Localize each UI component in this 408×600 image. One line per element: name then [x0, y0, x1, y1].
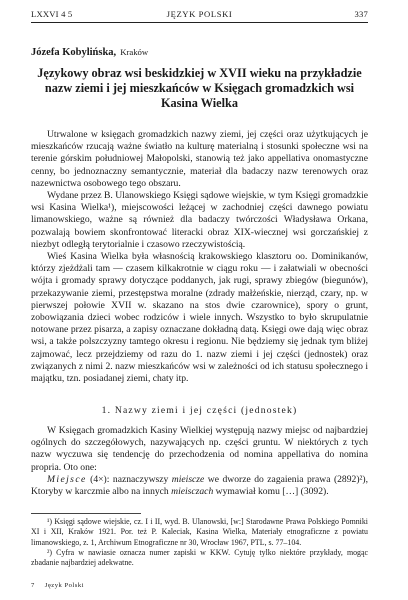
- intro-body: [31, 129, 368, 385]
- header-rule: [31, 22, 368, 23]
- footnote-2: ²) Cyfra w nawiasie oznacza numer zapiski w KKW. Cytuję tylko niektóre przykłady, mogąc zbadanie najbardziej adekwatne.: [31, 547, 368, 568]
- paragraph-3: Wieś Kasina Wielka była własnością krakowskiego klasztoru oo. Dominikanów, którzy zjeżdżali tam — czasem kilkakrotnie w ciągu roku — i załatwiali w obecności wójta i gromady sprawy dotyczące poddanych, jak rugi, sprawy zbiegów (biegunów), przekazywanie ziemi, przestępstwa moralne (zdrady małżeńskie, nierząd, czary, np. w pierwszej połowie XVII w. skazano na stos dwie czarownice), spory o grunt, zobowiązania dzieci wobec rodziców i wiele innych. Wszystko to było skrupulatnie notowane przez pisarza, a zapisy oznaczane dokładną datą. Księgi owe dają więc obraz wsi, a także polszczyzny tamtego okresu i regionu. Nie będziemy się jednak tym bliżej zajmować, lecz przejdziemy od razu do 1. nazw ziemi i jej części (jednostek) oraz związanych z nimi 2. nazw mieszkańców wsi w zależności od ich statusu społecznego i majątku, tzn. posiadanej ziemi, chaty itp.: [31, 251, 368, 385]
- example-count: (4×):: [90, 473, 110, 485]
- footnotes: [31, 517, 368, 568]
- section-body: [31, 425, 368, 498]
- section-paragraph: W Księgach gromadzkich Kasiny Wielkiej występują nazwy miejsc od najbardziej ogólnych do szczegółowych, nazywających np. części gruntu. W niektórych z tych nazw wyczuwa się tendencję do przechodzenia od nomina appellativa do nomina propria. Oto one:: [31, 425, 368, 473]
- footnote-1: ¹) Księgi sądowe wiejskie, cz. I i II, wyd. B. Ulanowski, [w:] Starodawne Prawa Polskiego Pomniki XI i XII, Kraków 1921. Por. też P. Kaleciak, Kasina Wielka, Materiały etnograficzne z powiatu limanowskiego, z. 1, Archiwum Etnograficzne nr 30, Wrocław 1967, PTL, s. 77–104.: [31, 517, 368, 547]
- signature-number: 7: [31, 582, 35, 589]
- printer-signature: [31, 582, 94, 589]
- volume-issue: LXXVI 4 5: [31, 9, 73, 19]
- article-author: [31, 47, 148, 58]
- section-heading: 1. Nazwy ziemi i jej części (jednostek): [101, 405, 298, 416]
- example-text-3: wymawiał komu […] (3092).: [213, 486, 329, 498]
- paragraph-1: Utrwalone w księgach gromadzkich nazwy ziemi, jej części oraz użytkujących je mieszkańców rzucają ważne światło na kulturę materialną i stosunki społeczne wsi na terenie górskim południowej Małopolski, stanowią też jako appellativa onomastyczne cenny, bo jednoznaczny semantycznie, materiał dla badaczy nazw terenowych oraz nazewnictwa osobowego tego obszaru.: [31, 129, 368, 189]
- page-number: 337: [354, 9, 368, 19]
- author-name: Józefa Kobylińska,: [31, 47, 117, 58]
- example-quote-2: mieisczach: [171, 486, 214, 498]
- example-text-2: we dworze do zagaienia prawa (2892)²), Ktoryby w karczmie albo na innych: [31, 473, 368, 498]
- example-term: Miejsce: [47, 473, 87, 485]
- footnote-rule: [31, 513, 141, 514]
- example-entry: [31, 474, 368, 498]
- example-text-1: naznaczywszy: [109, 473, 172, 485]
- article-title: Językowy obraz wsi beskidzkiej w XVII wieku na przykładzie nazw ziemi i jej mieszkańców w Księgach gromadzkich wsi Kasina Wielka: [37, 66, 362, 110]
- signature-text: Język Polski: [44, 582, 84, 589]
- paragraph-2: Wydane przez B. Ulanowskiego Księgi sądowe wiejskie, w tym Księgi gromadzkie wsi Kasina Wielka¹), miejscowości leżącej w zachodniej części dawnego powiatu limanowskiego, ważne są również dla badaczy twórczości Władysława Orkana, pozwalają bowiem skonfrontować literacki obraz XIX-wiecznej wsi gorczańskiej z niezbyt odległą terytorialnie i czasowo rzeczywistością.: [31, 190, 368, 250]
- journal-title: JĘZYK POLSKI: [166, 9, 233, 19]
- example-quote-1: mieiscze: [171, 473, 205, 485]
- author-city: Kraków: [120, 47, 149, 57]
- running-header: [31, 9, 368, 21]
